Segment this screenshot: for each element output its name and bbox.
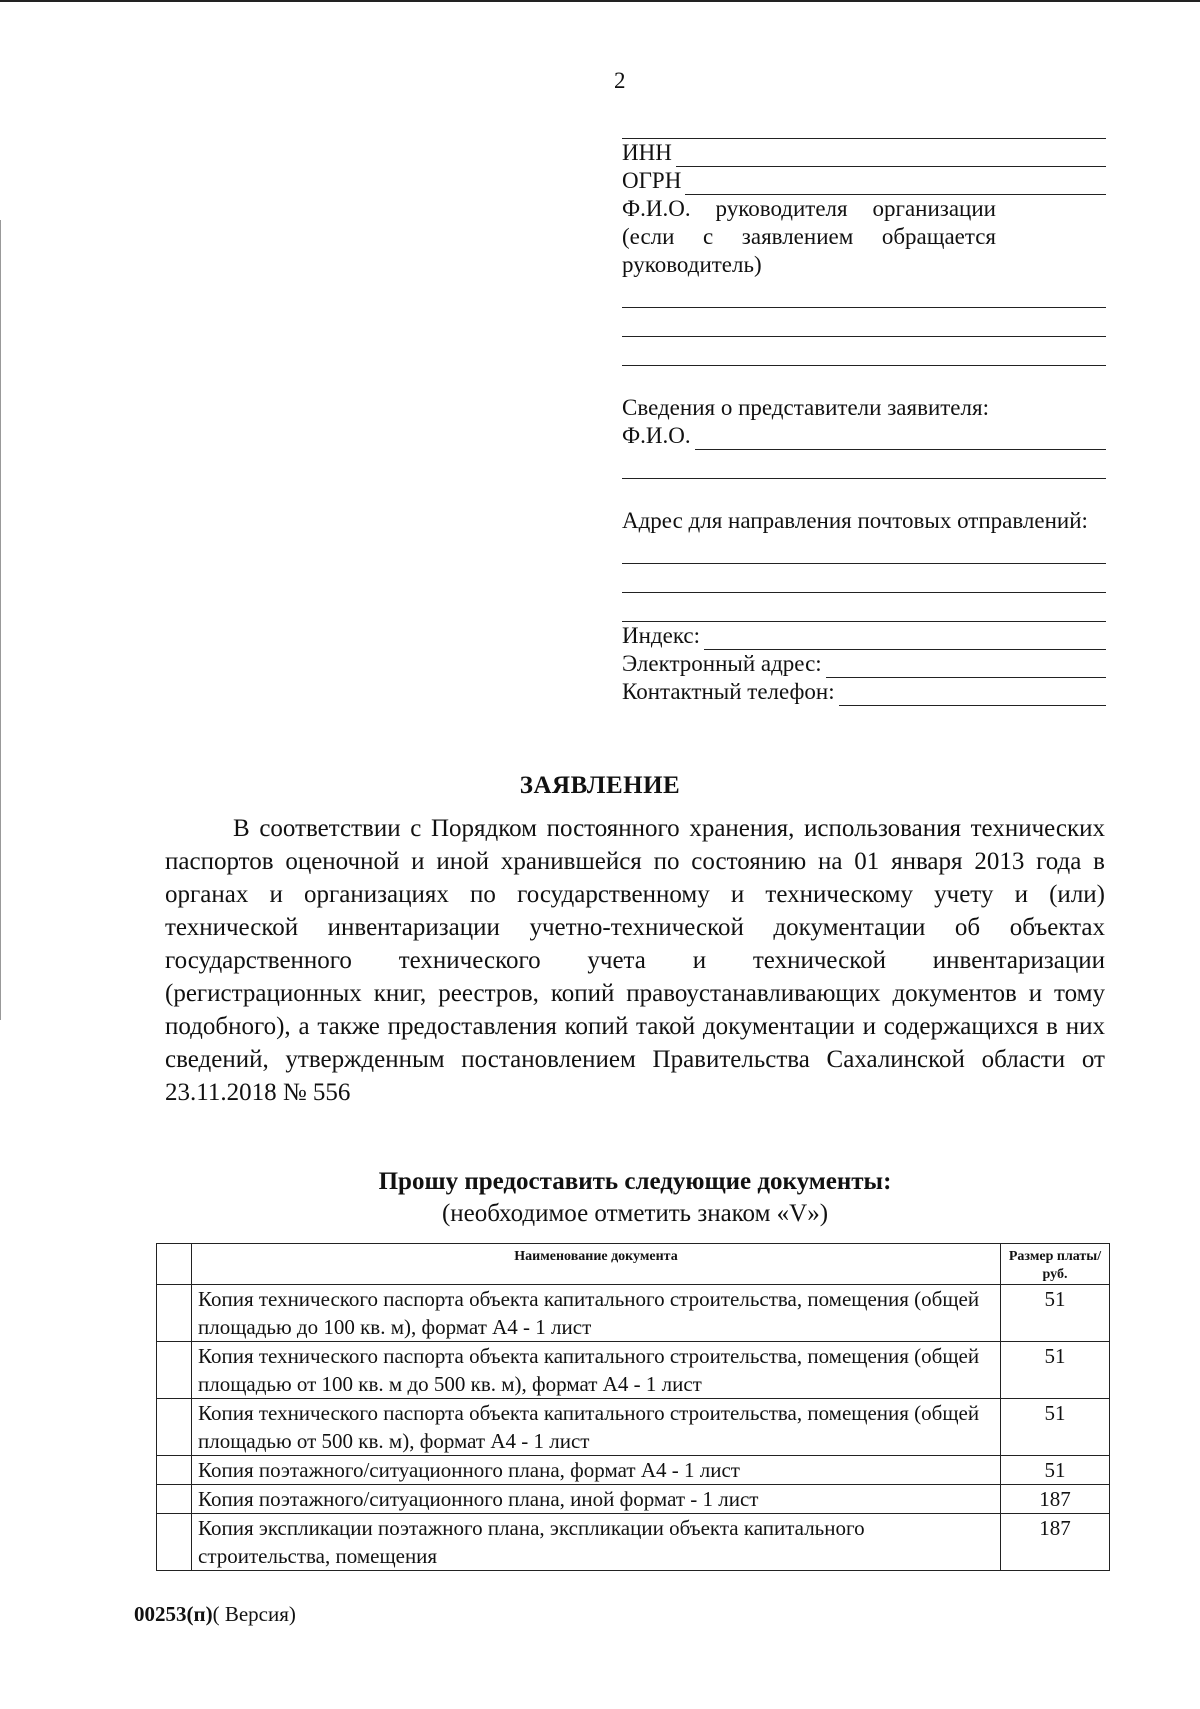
statement-title: ЗАЯВЛЕНИЕ: [519, 772, 681, 799]
top-border: [0, 0, 1200, 2]
head-fio-blank-1: [622, 279, 1106, 308]
representative-fio-label: Ф.И.О.: [622, 423, 691, 448]
postal-blank-3: [622, 593, 1106, 622]
index-label: Индекс:: [622, 623, 701, 648]
inn-field: [622, 139, 1106, 167]
phone-blank: [839, 684, 1106, 706]
phone-label: Контактный телефон:: [622, 679, 835, 704]
representative-fio-blank: [695, 428, 1106, 450]
document-fee: 51: [1001, 1456, 1110, 1485]
statement-body: [165, 812, 1105, 1109]
representative-heading: Сведения о представители заявителя:: [622, 395, 989, 420]
checkbox-cell[interactable]: [157, 1342, 192, 1399]
table-header-row: [157, 1244, 1110, 1285]
request-title: Прошу предоставить следующие документы:: [378, 1168, 892, 1195]
inn-blank: [676, 145, 1106, 167]
table-row: [157, 1399, 1110, 1456]
table-row: [157, 1456, 1110, 1485]
page-number: 2: [614, 68, 626, 93]
checkbox-cell[interactable]: [157, 1514, 192, 1571]
checkbox-cell[interactable]: [157, 1485, 192, 1514]
table-row: [157, 1514, 1110, 1571]
scan-edge: [0, 220, 1, 1020]
document-name: Копия поэтажного/ситуационного плана, формат А4 - 1 лист: [192, 1456, 1001, 1485]
document-fee: 51: [1001, 1399, 1110, 1456]
index-field: [622, 622, 1106, 650]
document-name: Копия технического паспорта объекта капитального строительства, помещения (общей площадью до 100 кв. м), формат А4 - 1 лист: [192, 1285, 1001, 1342]
email-blank: [826, 656, 1106, 678]
email-field: [622, 650, 1106, 678]
form-code: [134, 1602, 296, 1627]
table-row: [157, 1285, 1110, 1342]
postal-blank-1: [622, 535, 1106, 564]
head-fio-text: Ф.И.О. руководителя организации (если с заявлением обращается руководитель): [622, 196, 996, 277]
postal-blank-2: [622, 564, 1106, 593]
name-column-header: Наименование документа: [192, 1244, 1001, 1285]
form-version: ( Версия): [212, 1602, 296, 1626]
ogrn-field: [622, 167, 1106, 195]
checkbox-cell[interactable]: [157, 1456, 192, 1485]
index-blank: [704, 628, 1106, 650]
ogrn-label: ОГРН: [622, 168, 682, 193]
head-fio-blank-2: [622, 308, 1106, 337]
table-row: [157, 1342, 1110, 1399]
request-note: (необходимое отметить знаком «V»): [441, 1200, 829, 1227]
table-row: [157, 1485, 1110, 1514]
form-code-number: 00253(п): [134, 1602, 213, 1626]
representative-blank: [622, 450, 1106, 479]
document-name: Копия экспликации поэтажного плана, экспликации объекта капитального строительства, помещения: [192, 1514, 1001, 1571]
postal-heading: Адрес для направления почтовых отправлений:: [622, 508, 1088, 533]
documents-table: [156, 1243, 1110, 1571]
checkbox-cell[interactable]: [157, 1399, 192, 1456]
representative-fio-field: [622, 422, 1106, 450]
mark-column-header: [157, 1244, 192, 1285]
document-name: Копия технического паспорта объекта капитального строительства, помещения (общей площадью от 500 кв. м), формат А4 - 1 лист: [192, 1399, 1001, 1456]
document-fee: 187: [1001, 1514, 1110, 1571]
head-fio-blank-3: [622, 337, 1106, 366]
fee-column-header: Размер платы/руб.: [1001, 1244, 1110, 1285]
applicant-details-block: [622, 138, 1106, 706]
inn-label: ИНН: [622, 140, 672, 165]
document-name: Копия поэтажного/ситуационного плана, иной формат - 1 лист: [192, 1485, 1001, 1514]
statement-body-text: В соответствии с Порядком постоянного хранения, использования технических паспортов оценочной и иной хранившейся по состоянию на 01 января 2013 года в органах и организациях по государственному и техническому учету и (или) технической инвентаризации учетно-технической документации об объектах государственного технического учета и технической инвентаризации (регистрационных книг, реестров, копий правоустанавливающих документов и тому подобного), а также предоставления копий такой документации и содержащихся в них сведений, утвержденным постановлением Правительства Сахалинской области от 23.11.2018 № 556: [165, 815, 1105, 1106]
document-fee: 51: [1001, 1342, 1110, 1399]
email-label: Электронный адрес:: [622, 651, 822, 676]
checkbox-cell[interactable]: [157, 1285, 192, 1342]
document-fee: 51: [1001, 1285, 1110, 1342]
document-name: Копия технического паспорта объекта капитального строительства, помещения (общей площадью от 100 кв. м до 500 кв. м), формат А4 - 1 лист: [192, 1342, 1001, 1399]
phone-field: [622, 678, 1106, 706]
ogrn-blank: [685, 173, 1106, 195]
document-fee: 187: [1001, 1485, 1110, 1514]
